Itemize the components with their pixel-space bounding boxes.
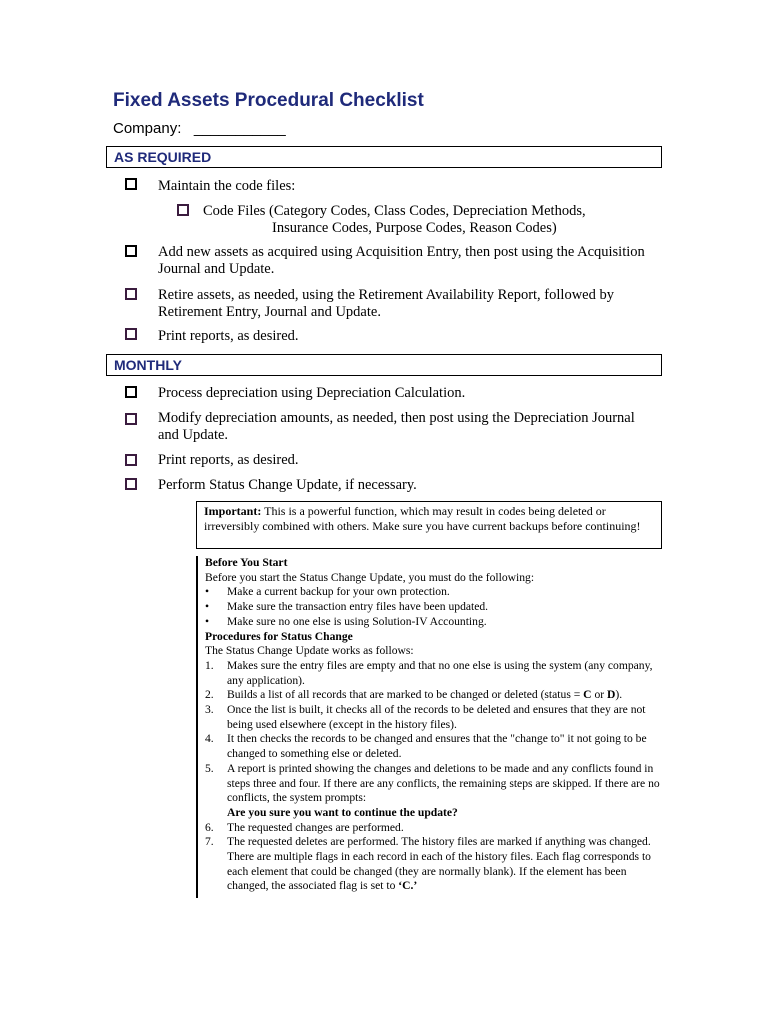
step-text: Makes sure the entry files are empty and that no one else is using the system (any company, any application). <box>227 658 653 687</box>
section-header-as-required: AS REQUIRED <box>106 146 662 168</box>
checkbox-process-depreciation[interactable] <box>125 386 137 398</box>
step-text-or: or <box>591 688 608 702</box>
status-code-c: C <box>583 688 592 702</box>
item-retire-assets: Retire assets, as needed, using the Retirement Availability Report, followed by Retirement Entry, Journal and Update. <box>158 287 614 320</box>
checkbox-modify-depreciation[interactable] <box>125 413 137 425</box>
step-text: The requested deletes are performed. The history files are marked if anything was changed. There are multiple flags in each record in each of the history files. Each flag corresponds to each element that could be changed (they are normally blank). If the element has been changed, the associated flag is set to <box>227 835 651 893</box>
item-maintain-code-files: Maintain the code files: <box>158 178 296 194</box>
status-change-details <box>196 556 666 898</box>
step-item <box>205 732 666 761</box>
flag-value: ‘C.’ <box>398 879 418 893</box>
procedures-intro: The Status Change Update works as follows: <box>205 644 414 658</box>
procedures-heading: Procedures for Status Change <box>205 629 353 643</box>
step-text: Builds a list of all records that are marked to be changed or deleted (status = <box>227 688 584 702</box>
step-text: A report is printed showing the changes and deletions to be made and any conflicts found in steps three and four. If there are any conflicts, the remaining steps are skipped. If there are no conflicts, the system prompts: <box>227 761 660 805</box>
bullet-item: • Make sure the transaction entry files have been updated. <box>205 600 666 615</box>
subitem-line1: Code Files (Category Codes, Class Codes, Depreciation Methods, <box>203 203 586 219</box>
confirmation-prompt: Are you sure you want to continue the update? <box>227 805 458 819</box>
before-bullets <box>205 585 666 629</box>
before-heading: Before You Start <box>205 556 288 569</box>
checkbox-print-reports-1[interactable] <box>125 328 137 340</box>
important-note <box>196 501 662 549</box>
important-text: This is a powerful function, which may result in codes being deleted or irreversibly combined with others. Make sure you have current backups before continuing! <box>204 504 641 533</box>
company-line <box>113 120 286 137</box>
procedure-steps <box>205 659 666 806</box>
step-text-end: ). <box>615 688 623 702</box>
item-status-change: Perform Status Change Update, if necessary. <box>158 477 417 493</box>
step-number: 6. <box>205 820 214 834</box>
checkbox-code-files[interactable] <box>177 204 189 216</box>
subitem-code-files <box>203 203 623 237</box>
step-item <box>205 821 666 836</box>
item-print-reports-2: Print reports, as desired. <box>158 452 299 468</box>
status-code-d: D <box>607 688 616 702</box>
step-number: 2. <box>205 688 214 702</box>
step-item <box>205 659 666 688</box>
step-text: It then checks the records to be changed and ensures that the "change to" it not going to be changed to something else or deleted. <box>227 732 647 761</box>
step-item <box>205 762 666 806</box>
step-text: The requested changes are performed. <box>227 820 404 834</box>
company-blank: ___________ <box>193 120 286 137</box>
step-item <box>205 688 666 703</box>
checkbox-print-reports-2[interactable] <box>125 454 137 466</box>
item-modify-depreciation: Modify depreciation amounts, as needed, then post using the Depreciation Journal and Update. <box>158 410 635 443</box>
item-process-depreciation: Process depreciation using Depreciation Calculation. <box>158 385 466 401</box>
step-number: 3. <box>205 703 214 717</box>
checkbox-status-change[interactable] <box>125 478 137 490</box>
step-item <box>205 703 666 732</box>
section-header-monthly: MONTHLY <box>106 354 662 376</box>
step-item <box>205 835 666 894</box>
step-number: 4. <box>205 732 214 746</box>
step-number: 5. <box>205 761 214 775</box>
step-number: 1. <box>205 658 214 672</box>
item-print-reports-1: Print reports, as desired. <box>158 328 299 344</box>
step-text: Once the list is built, it checks all of the records to be deleted and ensures that they are not being used elsewhere (except in the history files). <box>227 703 646 731</box>
step-number: 7. <box>205 835 214 849</box>
important-label: Important: <box>204 504 262 518</box>
subitem-line2: Insurance Codes, Purpose Codes, Reason Codes) <box>272 220 557 236</box>
item-add-new-assets: Add new assets as acquired using Acquisition Entry, then post using the Acquisition Journal and Update. <box>158 244 645 277</box>
procedure-steps-continued <box>205 821 666 895</box>
company-label: Company: <box>113 120 182 137</box>
checkbox-retire-assets[interactable] <box>125 288 137 300</box>
checkbox-add-new-assets[interactable] <box>125 245 137 257</box>
bullet-item: • Make a current backup for your own protection. <box>205 585 666 600</box>
bullet-item: • Make sure no one else is using Solution-IV Accounting. <box>205 615 666 630</box>
page-title: Fixed Assets Procedural Checklist <box>113 90 424 111</box>
checkbox-maintain-code-files[interactable] <box>125 178 137 190</box>
before-intro: Before you start the Status Change Update, you must do the following: <box>205 570 535 584</box>
